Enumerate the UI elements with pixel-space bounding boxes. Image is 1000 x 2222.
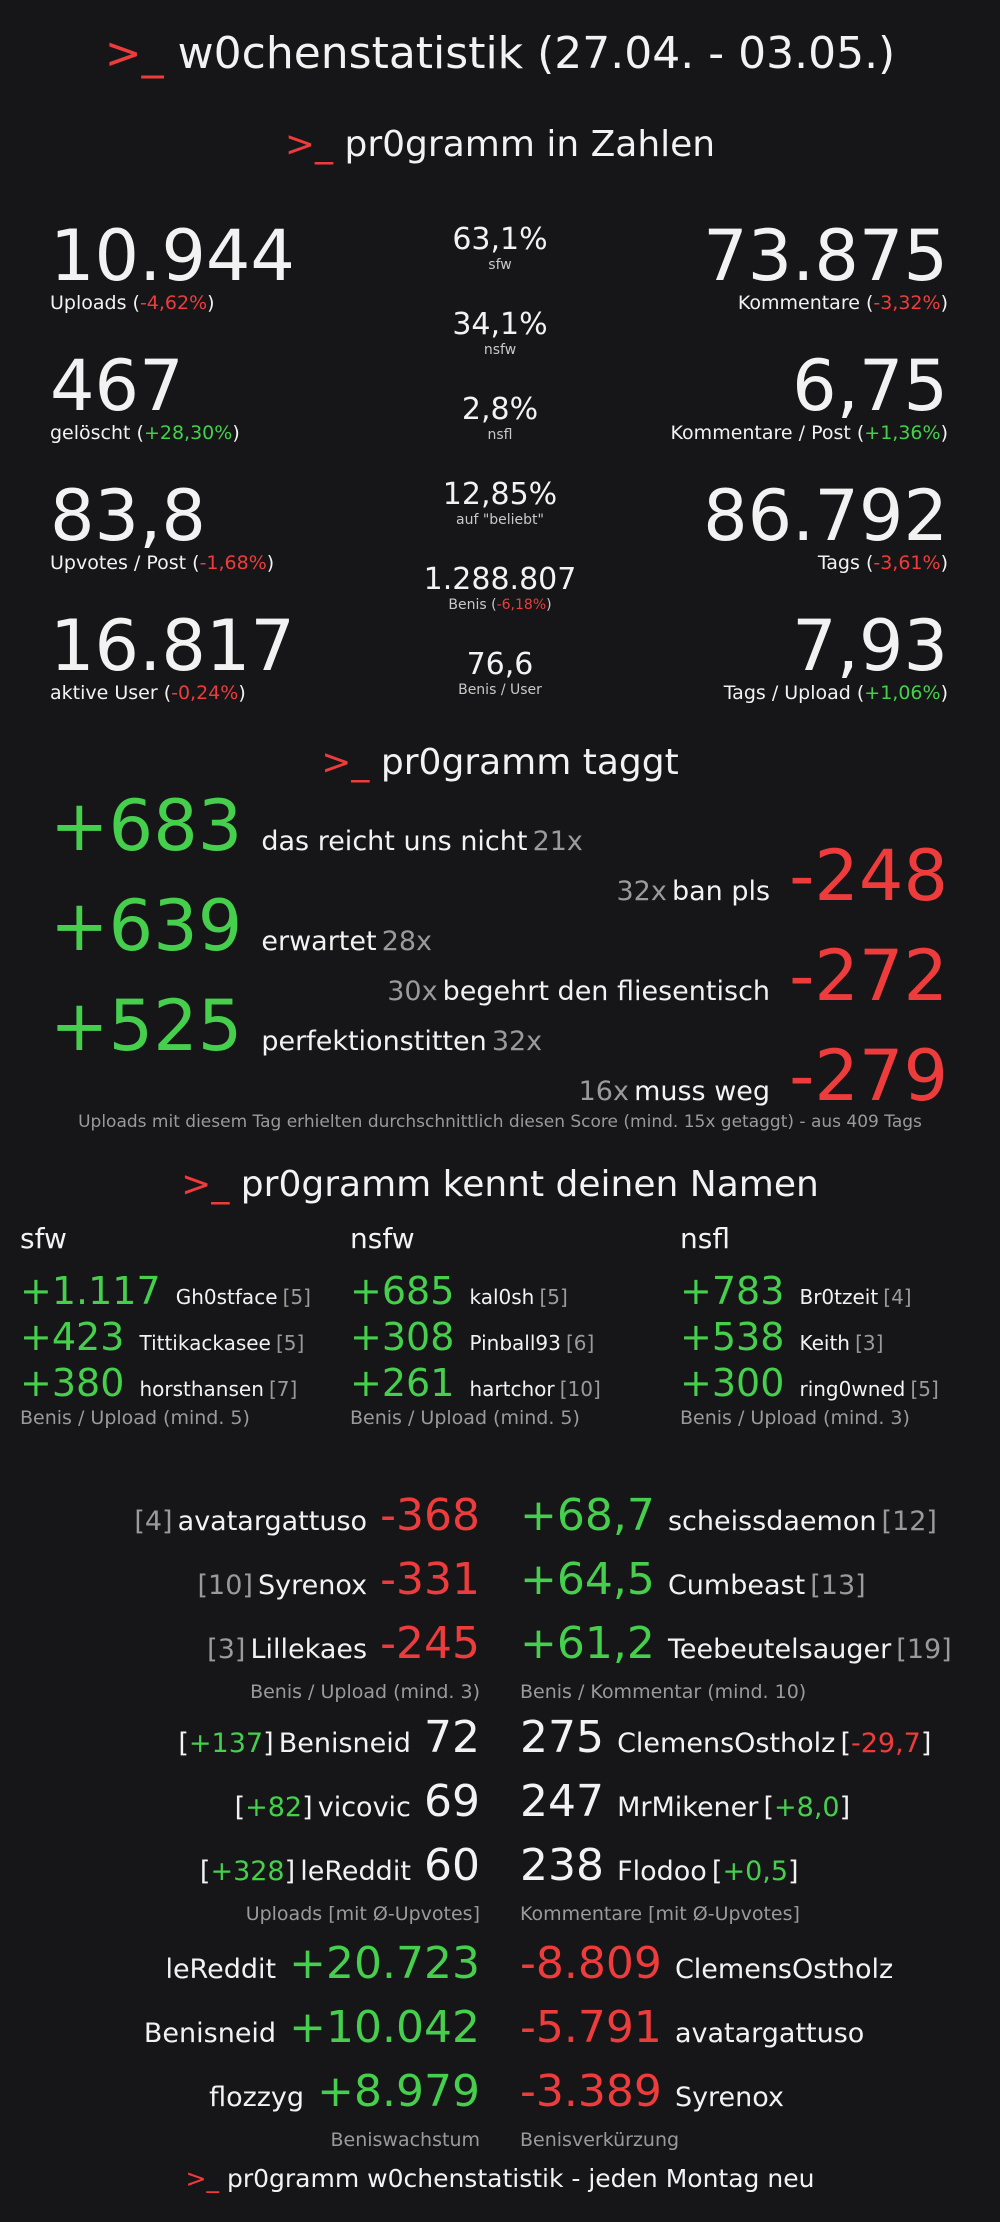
user-upvotes: +137 — [188, 1728, 264, 1759]
user-score: +1.117 — [20, 1269, 161, 1313]
user-upvotes: +8,0 — [774, 1792, 840, 1823]
stat-uploads: 10.944 Uploads (-4,62%) — [50, 215, 295, 314]
title-prompt: >_ — [104, 28, 164, 79]
list-footnote: Benis / Kommentar (mind. 10) — [520, 1681, 807, 1703]
user-name: ClemensOstholz — [617, 1728, 836, 1759]
tag-count: 16x — [578, 1076, 629, 1107]
user-score: -8.809 — [520, 1938, 662, 1989]
tags-footnote: Uploads mit diesem Tag erhielten durchschnittlich diesen Score (mind. 15x getaggt) - aus 409 Tags — [78, 1112, 922, 1132]
list-item — [350, 1315, 601, 1359]
benis-shrink-list — [520, 1936, 893, 2152]
tag-score: -248 — [789, 835, 948, 917]
list-item — [680, 1361, 939, 1405]
user-score: +685 — [350, 1269, 455, 1313]
list-item — [520, 1616, 952, 1680]
user-count: [4] — [134, 1506, 173, 1537]
user-value: 72 — [424, 1712, 480, 1763]
tag-score: +639 — [50, 885, 243, 967]
list-item — [144, 2064, 480, 2128]
stat-popular — [350, 477, 650, 528]
list-item: 238 Flodoo [+0,5] — [520, 1840, 799, 1891]
column-title: nsfw — [350, 1222, 415, 1255]
user-score: -3.389 — [520, 2066, 662, 2117]
user-upvotes: +328 — [210, 1856, 285, 1887]
user-name: Keith — [799, 1331, 850, 1355]
best-comment-list — [520, 1488, 952, 1704]
tag-name: erwartet — [261, 926, 377, 957]
user-name: Cumbeast — [667, 1570, 806, 1601]
tag-count: 28x — [381, 926, 433, 957]
stat-value: 16.817 — [50, 605, 295, 687]
user-name: MrMikener — [617, 1792, 759, 1823]
heading-text: pr0gramm in Zahlen — [344, 124, 716, 165]
tag-negative-row — [616, 835, 949, 917]
user-score: +61,2 — [520, 1618, 655, 1669]
user-score: -5.791 — [520, 2002, 662, 2053]
tag-score: -279 — [789, 1035, 948, 1117]
stat-label: Upvotes / Post — [50, 552, 187, 574]
list-item — [520, 2064, 893, 2128]
tag-score: -272 — [789, 935, 948, 1017]
stat-nsfw — [350, 307, 650, 358]
user-name: Flodoo — [617, 1856, 707, 1887]
user-count: [12] — [881, 1506, 937, 1537]
user-value: 275 — [520, 1712, 604, 1763]
user-count: [10] — [559, 1377, 601, 1401]
list-footnote: Beniswachstum — [330, 2129, 480, 2151]
stat-sfw — [350, 222, 650, 273]
stat-change: -4,62% — [139, 292, 208, 314]
user-name: leReddit — [300, 1856, 411, 1887]
stat-value: 34,1% — [452, 307, 548, 342]
column-footnote: Benis / Upload (mind. 5) — [350, 1407, 580, 1429]
tag-count: 30x — [387, 976, 438, 1007]
section-heading-names — [0, 1164, 1000, 1205]
stat-value: 83,8 — [50, 475, 206, 557]
tag-name: begehrt den fliesentisch — [442, 976, 771, 1007]
heading-prompt: >_ — [321, 742, 370, 783]
user-score: +300 — [680, 1361, 785, 1405]
stat-value: 12,85% — [442, 477, 558, 512]
stat-label: Benis / User — [458, 682, 542, 698]
stat-value: 7,93 — [792, 605, 948, 687]
tag-negative-row — [578, 1035, 948, 1117]
stat-change: -3,61% — [873, 552, 941, 574]
column-footnote: Benis / Upload (mind. 3) — [680, 1407, 910, 1429]
user-upvotes: +82 — [245, 1792, 303, 1823]
user-name: Syrenox — [674, 2082, 784, 2113]
user-count: [10] — [197, 1570, 253, 1601]
stat-active-users: 16.817 aktive User (-0,24%) — [50, 605, 295, 704]
user-value: 238 — [520, 1840, 604, 1891]
list-item — [20, 1269, 311, 1313]
worst-upload-list — [134, 1488, 480, 1704]
uploads-count-list — [178, 1710, 480, 1926]
user-name: vicovic — [317, 1792, 411, 1823]
user-score: +261 — [350, 1361, 455, 1405]
footer-prompt: >_ — [185, 2164, 219, 2193]
heading-prompt: >_ — [181, 1164, 230, 1205]
names-column-sfw — [20, 1222, 311, 1429]
comments-count-list — [520, 1710, 931, 1926]
tag-positive-row — [50, 785, 583, 867]
names-column-nsfl — [680, 1222, 939, 1429]
tag-name: muss weg — [634, 1076, 771, 1107]
benis-growth-list — [144, 1936, 480, 2152]
user-score: -331 — [380, 1554, 480, 1605]
stat-value: 73.875 — [703, 215, 948, 297]
title-text: w0chenstatistik (27.04. - 03.05.) — [177, 28, 896, 79]
user-upvotes: +0,5 — [722, 1856, 789, 1887]
user-value: 247 — [520, 1776, 604, 1827]
user-name: Syrenox — [258, 1570, 368, 1601]
stat-change: -1,68% — [199, 552, 267, 574]
user-count: [7] — [268, 1377, 298, 1401]
heading-text: pr0gramm taggt — [380, 742, 679, 783]
stat-label: Tags — [817, 552, 860, 574]
user-count: [4] — [883, 1285, 912, 1309]
user-score: +64,5 — [520, 1554, 655, 1605]
stat-label: Kommentare / Post — [670, 422, 851, 444]
user-count: [5] — [282, 1285, 311, 1309]
stat-tags: 86.792 Tags (-3,61%) — [703, 475, 948, 574]
user-name: hartchor — [469, 1377, 555, 1401]
stat-value: 10.944 — [50, 215, 295, 297]
user-name: ring0wned — [799, 1377, 906, 1401]
footer-text: pr0gramm w0chenstatistik - jeden Montag neu — [226, 2164, 815, 2193]
stat-benis-per-user — [350, 647, 650, 698]
user-name: Lillekaes — [250, 1634, 368, 1665]
stat-comments-per-post: 6,75 Kommentare / Post (+1,36%) — [670, 345, 948, 444]
stat-change: +1,36% — [864, 422, 941, 444]
page-title — [0, 28, 1000, 79]
stat-change: -0,24% — [171, 682, 239, 704]
stat-label: Benis — [448, 597, 487, 613]
stat-value: 6,75 — [792, 345, 948, 427]
list-item — [520, 2000, 893, 2064]
tag-count: 21x — [532, 826, 583, 857]
list-item — [144, 1936, 480, 2000]
list-item: [+137] Benisneid 72 — [178, 1712, 480, 1763]
list-item — [680, 1315, 939, 1359]
user-name: Tittikackasee — [139, 1331, 271, 1355]
user-count: [3] — [207, 1634, 246, 1665]
user-count: [13] — [810, 1570, 866, 1601]
stat-upvotes-per-post: 83,8 Upvotes / Post (-1,68%) — [50, 475, 275, 574]
stat-value: 63,1% — [452, 222, 548, 257]
user-name: avatargattuso — [674, 2018, 865, 2049]
user-count: [6] — [565, 1331, 595, 1355]
user-name: flozzyg — [209, 2082, 305, 2113]
list-item — [350, 1361, 601, 1405]
list-item — [20, 1315, 311, 1359]
user-score: +10.042 — [289, 2002, 480, 2053]
user-count: [3] — [855, 1331, 884, 1355]
stat-value: 467 — [50, 345, 184, 427]
user-value: 60 — [424, 1840, 480, 1891]
list-footnote: Kommentare [mit Ø-Upvotes] — [520, 1903, 800, 1925]
user-name: scheissdaemon — [667, 1506, 877, 1537]
user-score: +538 — [680, 1315, 785, 1359]
list-item — [520, 1552, 952, 1616]
heading-text: pr0gramm kennt deinen Namen — [240, 1164, 819, 1205]
tag-count: 32x — [491, 1026, 543, 1057]
user-score: +783 — [680, 1269, 785, 1313]
stat-label: auf "beliebt" — [456, 512, 544, 528]
tag-score: +525 — [50, 985, 243, 1067]
list-item — [350, 1269, 601, 1313]
user-name: ClemensOstholz — [674, 1954, 894, 1985]
user-name: Teebeutelsauger — [667, 1634, 892, 1665]
stat-deleted: 467 gelöscht (+28,30%) — [50, 345, 240, 444]
user-score: -245 — [380, 1618, 480, 1669]
list-item: [+82] vicovic 69 — [234, 1776, 480, 1827]
user-value: 69 — [424, 1776, 480, 1827]
user-name: Gh0stface — [175, 1285, 278, 1309]
stat-label: nsfw — [483, 342, 517, 358]
user-score: +423 — [20, 1315, 125, 1359]
user-score: +308 — [350, 1315, 455, 1359]
tag-name: perfektionstitten — [261, 1026, 487, 1057]
list-item — [134, 1616, 480, 1680]
user-count: [5] — [275, 1331, 305, 1355]
tag-positive-row — [50, 885, 433, 967]
stat-label: Tags / Upload — [723, 682, 851, 704]
page-footer — [0, 2164, 1000, 2193]
user-score: -368 — [380, 1490, 480, 1541]
user-name: Pinball93 — [469, 1331, 561, 1355]
user-score: +68,7 — [520, 1490, 655, 1541]
user-upvotes: -29,7 — [851, 1728, 921, 1759]
list-footnote: Benisverkürzung — [520, 2129, 680, 2151]
section-heading-tags — [0, 742, 1000, 783]
stat-value: 76,6 — [466, 647, 534, 682]
stat-value: 86.792 — [703, 475, 948, 557]
user-name: kal0sh — [469, 1285, 535, 1309]
user-name: Benisneid — [143, 2018, 277, 2049]
user-count: [5] — [910, 1377, 939, 1401]
user-name: Benisneid — [278, 1728, 411, 1759]
stat-label: nsfl — [487, 427, 513, 443]
stat-change: -6,18% — [496, 597, 547, 613]
tag-count: 32x — [616, 876, 667, 907]
stat-label: Uploads — [50, 292, 127, 314]
list-item — [20, 1361, 311, 1405]
user-name: Br0tzeit — [799, 1285, 879, 1309]
column-footnote: Benis / Upload (mind. 5) — [20, 1407, 250, 1429]
list-item — [134, 1488, 480, 1552]
stat-comments: 73.875 Kommentare (-3,32%) — [703, 215, 948, 314]
user-score: +380 — [20, 1361, 125, 1405]
stat-label: Kommentare — [737, 292, 860, 314]
stat-value: 1.288.807 — [423, 562, 577, 597]
user-name: avatargattuso — [177, 1506, 368, 1537]
tag-name: ban pls — [671, 876, 771, 907]
stat-benis: 1.288.807 Benis (-6,18%) — [350, 562, 650, 613]
user-score: +20.723 — [289, 1938, 480, 1989]
list-item: 247 MrMikener [+8,0] — [520, 1776, 851, 1827]
stat-change: -3,32% — [873, 292, 941, 314]
column-title: nsfl — [680, 1222, 730, 1255]
list-footnote: Uploads [mit Ø-Upvotes] — [245, 1903, 480, 1925]
stat-change: +28,30% — [143, 422, 233, 444]
list-item — [144, 2000, 480, 2064]
tag-name: das reicht uns nicht — [261, 826, 528, 857]
heading-prompt: >_ — [284, 124, 334, 165]
list-footnote: Benis / Upload (mind. 3) — [250, 1681, 480, 1703]
list-item: [+328] leReddit 60 — [199, 1840, 480, 1891]
stat-tags-per-upload: 7,93 Tags / Upload (+1,06%) — [723, 605, 948, 704]
user-name: leReddit — [165, 1954, 277, 1985]
list-item: 275 ClemensOstholz [-29,7] — [520, 1712, 932, 1763]
tag-score: +683 — [50, 785, 243, 867]
stat-label: gelöscht — [50, 422, 131, 444]
section-heading-numbers — [0, 124, 1000, 165]
list-item — [134, 1552, 480, 1616]
stat-label: aktive User — [50, 682, 158, 704]
stat-change: +1,06% — [864, 682, 941, 704]
stat-value: 2,8% — [461, 392, 539, 427]
stat-nsfl — [350, 392, 650, 443]
user-score: +8.979 — [317, 2066, 480, 2117]
list-item — [680, 1269, 939, 1313]
user-count: [5] — [539, 1285, 568, 1309]
list-item — [520, 1488, 952, 1552]
names-column-nsfw — [350, 1222, 601, 1429]
list-item — [520, 1936, 893, 2000]
user-name: horsthansen — [139, 1377, 264, 1401]
user-count: [19] — [896, 1634, 952, 1665]
column-title: sfw — [20, 1222, 67, 1255]
stat-label: sfw — [488, 257, 512, 273]
